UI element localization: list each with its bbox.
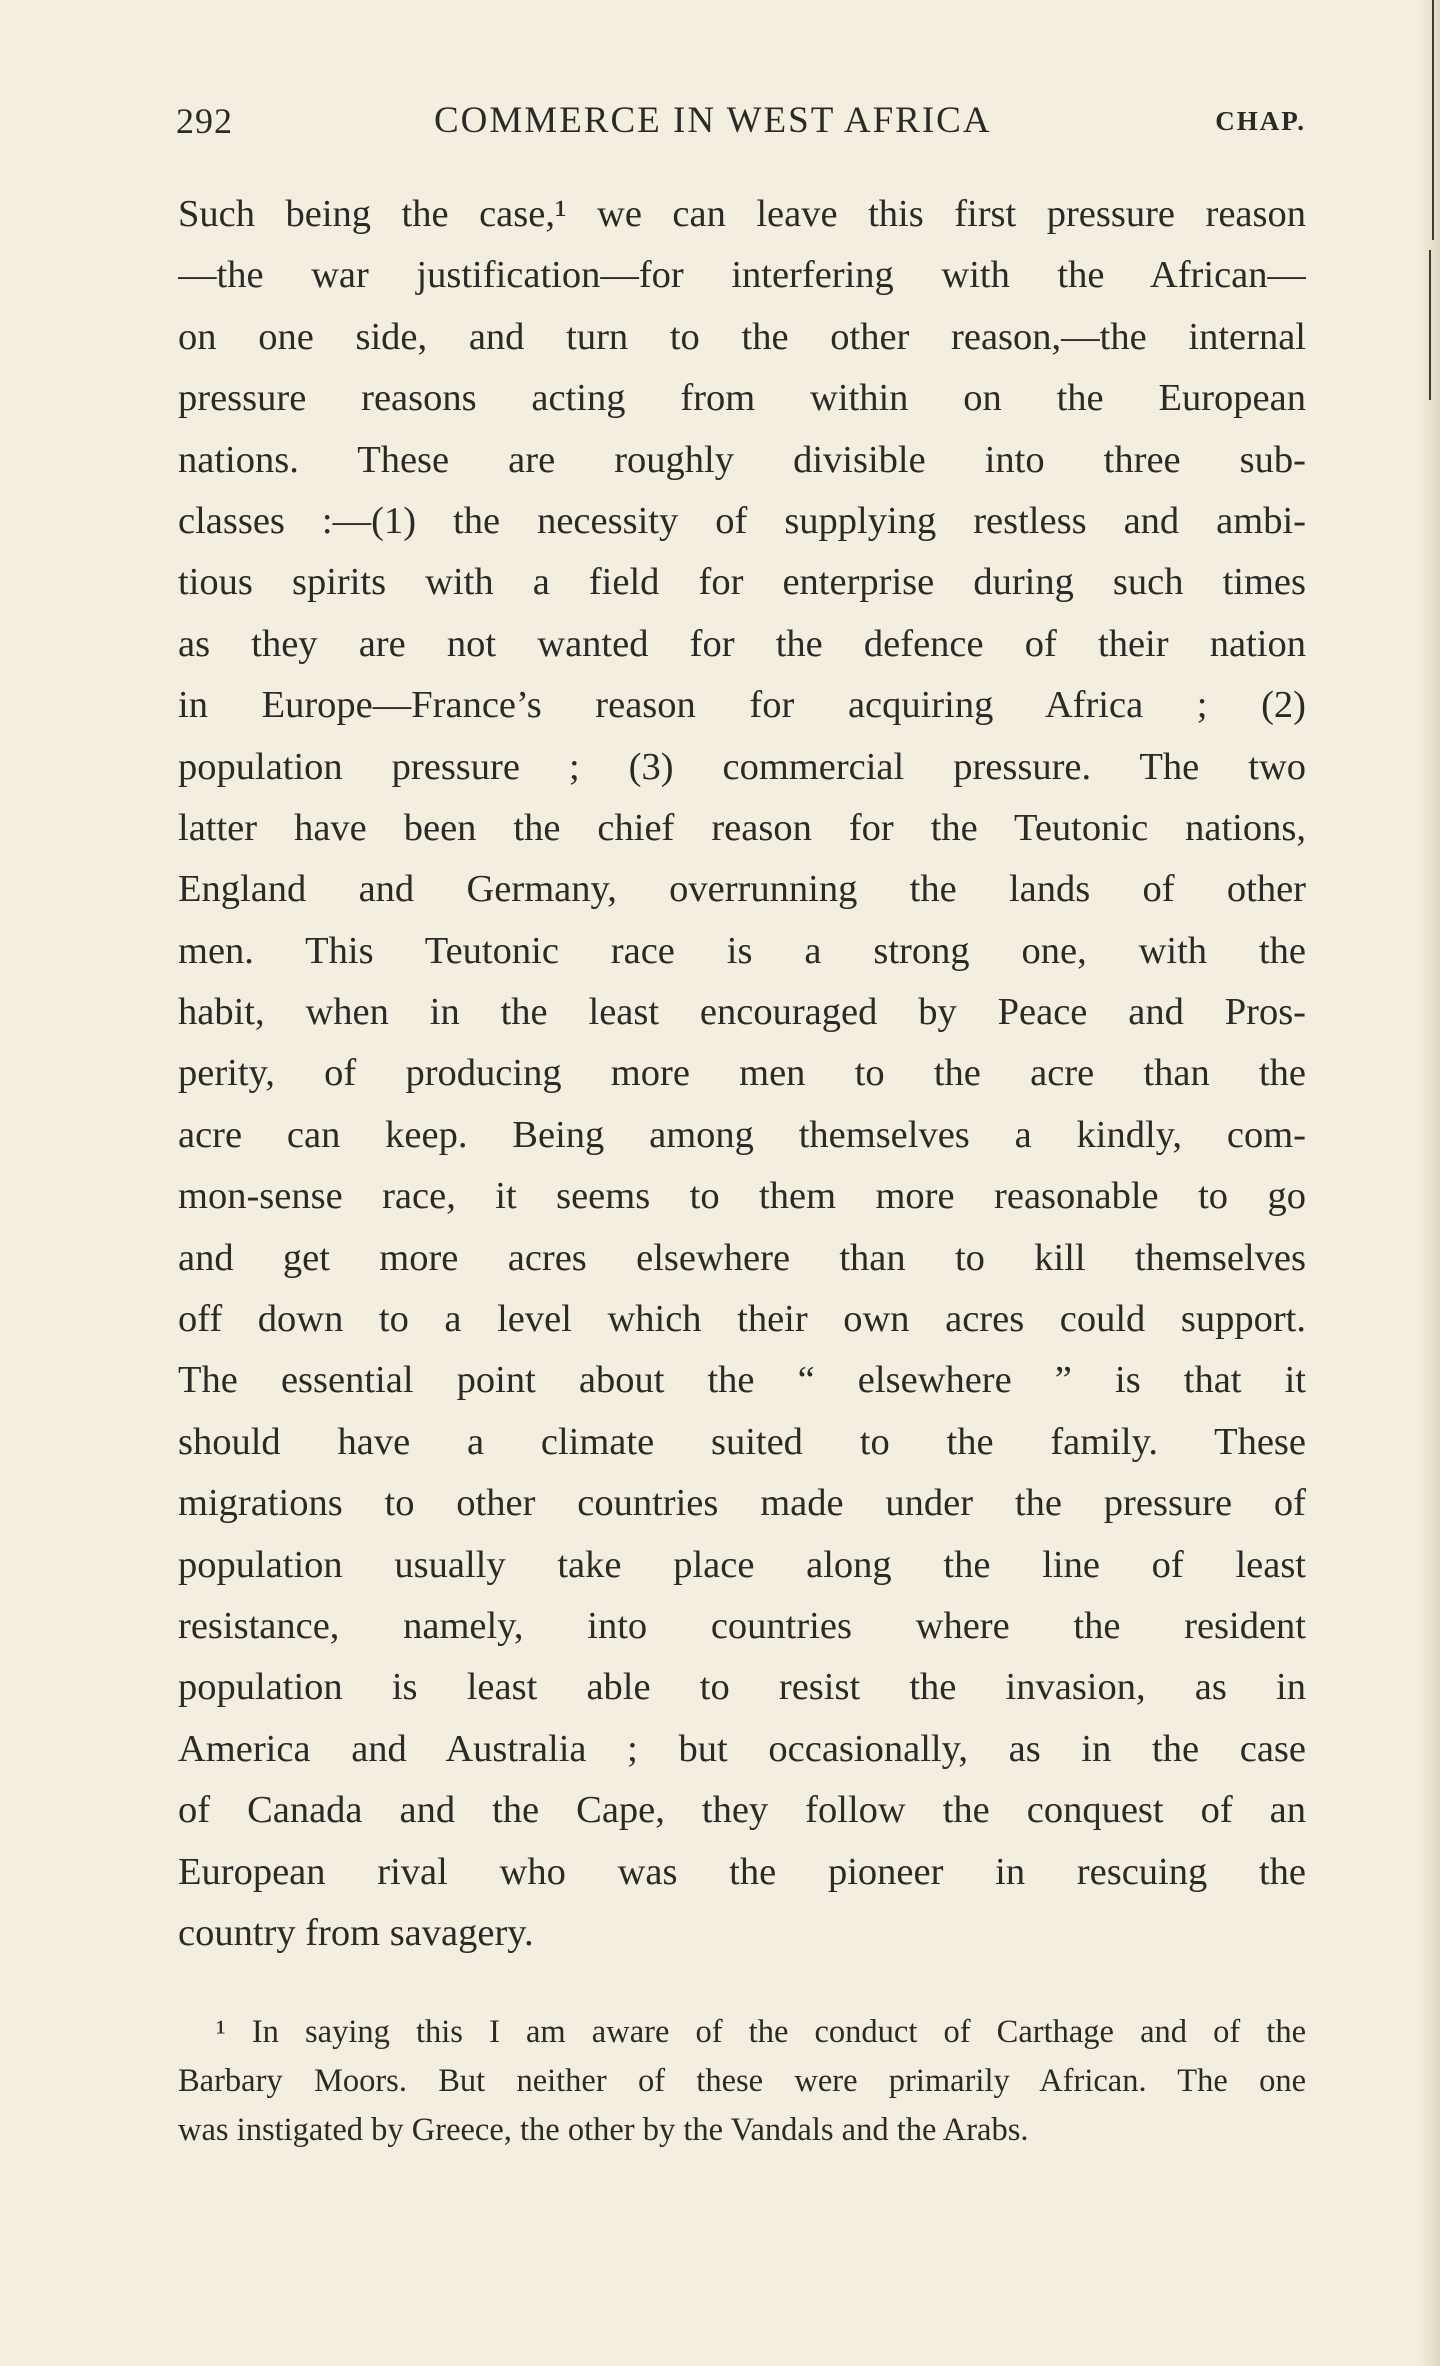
page-edge bbox=[1418, 0, 1440, 2366]
text-line: tious spirits with a field for enterprise during such times bbox=[178, 561, 1306, 604]
text-line: pressure reasons acting from within on the European bbox=[178, 377, 1306, 420]
text-line: The essential point about the “ elsewhere ” is that it bbox=[178, 1359, 1306, 1402]
text-line: on one side, and turn to the other reason,—the internal bbox=[178, 315, 1306, 358]
text-line: perity, of producing more men to the acre than the bbox=[178, 1052, 1306, 1095]
text-line: nations. These are roughly divisible into three sub- bbox=[178, 438, 1306, 481]
text-line: of Canada and the Cape, they follow the conquest of an bbox=[178, 1789, 1306, 1832]
text-line: migrations to other countries made under the pressure of bbox=[178, 1482, 1306, 1525]
text-line: acre can keep. Being among themselves a kindly, com- bbox=[178, 1113, 1306, 1156]
page-edge-line bbox=[1429, 250, 1431, 400]
text-line: European rival who was the pioneer in rescuing the bbox=[178, 1850, 1306, 1893]
body-paragraph bbox=[178, 184, 1306, 1964]
page-edge-line bbox=[1432, 0, 1434, 240]
footnote bbox=[178, 2008, 1306, 2155]
text-line: habit, when in the least encouraged by Peace and Pros- bbox=[178, 991, 1306, 1034]
text-line: and get more acres elsewhere than to kill themselves bbox=[178, 1236, 1306, 1279]
text-line: population pressure ; (3) commercial pressure. The two bbox=[178, 745, 1306, 788]
text-line: Such being the case,¹ we can leave this first pressure reason bbox=[178, 193, 1306, 235]
text-line: classes :—(1) the necessity of supplying restless and ambi- bbox=[178, 499, 1306, 542]
text-line: America and Australia ; but occasionally, as in the case bbox=[178, 1727, 1306, 1770]
text-line: in Europe—France’s reason for acquiring Africa ; (2) bbox=[178, 684, 1306, 727]
text-line: country from savagery. bbox=[178, 1911, 534, 1954]
footnote-line: Barbary Moors. But neither of these were primarily African. The one bbox=[178, 2063, 1306, 2099]
text-line: population is least able to resist the invasion, as in bbox=[178, 1666, 1306, 1709]
page-header bbox=[176, 98, 1306, 144]
text-line: resistance, namely, into countries where the resident bbox=[178, 1604, 1306, 1647]
text-line: as they are not wanted for the defence of their nation bbox=[178, 622, 1306, 665]
text-line: latter have been the chief reason for the Teutonic nations, bbox=[178, 806, 1306, 849]
text-line: —the war justification—for interfering with the African— bbox=[178, 254, 1306, 297]
text-line: should have a climate suited to the family. These bbox=[178, 1420, 1306, 1463]
text-line: men. This Teutonic race is a strong one, with the bbox=[178, 929, 1306, 972]
text-line: mon-sense race, it seems to them more reasonable to go bbox=[178, 1175, 1306, 1218]
footnote-line: ¹ In saying this I am aware of the conduct of Carthage and of the bbox=[216, 2014, 1306, 2050]
chapter-label: CHAP. bbox=[1215, 106, 1306, 136]
text-line: England and Germany, overrunning the lands of other bbox=[178, 868, 1306, 911]
page-number: 292 bbox=[176, 101, 233, 141]
footnote-line: was instigated by Greece, the other by the Vandals and the Arabs. bbox=[178, 2112, 1029, 2148]
text-line: population usually take place along the line of least bbox=[178, 1543, 1306, 1586]
text-line: off down to a level which their own acres could support. bbox=[178, 1298, 1306, 1341]
running-title: COMMERCE IN WEST AFRICA bbox=[434, 100, 992, 141]
